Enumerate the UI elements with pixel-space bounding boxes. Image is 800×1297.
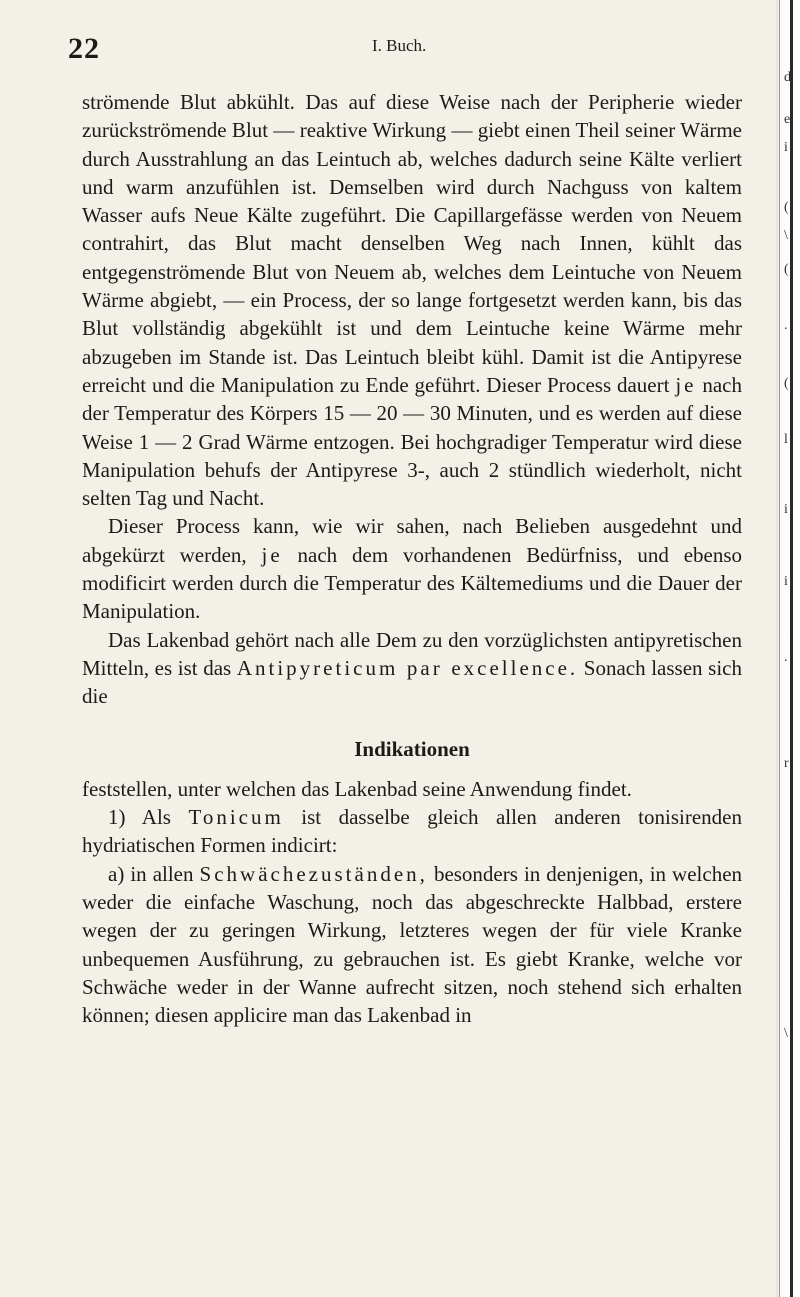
paragraph-4: feststellen, unter welchen das Lakenbad seine Anwendung findet. bbox=[82, 776, 632, 801]
margin-glyph: . bbox=[784, 318, 788, 333]
margin-glyph: i bbox=[784, 140, 788, 155]
margin-glyph: ( bbox=[784, 262, 789, 277]
running-head: I. Buch. bbox=[372, 36, 427, 55]
margin-glyph: i bbox=[784, 502, 788, 517]
margin-glyph: d bbox=[784, 70, 791, 85]
margin-glyph: \ bbox=[784, 228, 788, 243]
page-number: 22 bbox=[68, 32, 100, 65]
margin-glyph: . bbox=[784, 650, 788, 665]
margin-glyph: ( bbox=[784, 376, 789, 391]
paragraph-6: a) in allen Schwächezuständen, besonders in denjenigen, in welchen weder die einfache Waschung, noch das abgeschreckte Halbbad, erstere wegen der zu geringen Wirkung, letzteres wegen der für viele Kranke unbequemen Ausführung, zu gebrauchen ist. Es giebt Kranke, welche vor Schwäche weder in der Wanne aufrecht sitzen, noch stehend sich erhalten können; diesen applicire man das Lakenbad in bbox=[82, 861, 743, 1028]
paragraph-5: 1) Als Tonicum ist dasselbe gleich allen anderen tonisirenden hydriatischen Formen indicirt: bbox=[82, 805, 742, 858]
paragraph-3: Das Lakenbad gehört nach alle Dem zu den vorzüglichsten antipyretischen Mitteln, es ist das Antipyreticum par excellence. Sonach lassen sich die bbox=[82, 627, 742, 709]
margin-glyph: r bbox=[784, 756, 789, 771]
section-heading: Indikationen bbox=[354, 736, 470, 761]
margin-glyph: \ bbox=[784, 1026, 788, 1041]
page-gutter-line bbox=[779, 0, 780, 1297]
margin-glyph: l bbox=[784, 432, 788, 447]
paragraph-1: strömende Blut abkühlt. Das auf diese Weise nach der Peripherie wieder zurückströmende Blut — reaktive Wirkung — giebt einen Theil seiner Wärme durch Ausstrahlung an das Leintuch ab, welches dadurch seine Kälte verliert und warm anzufühlen ist. Demselben wird durch Nachguss von kaltem Wasser aufs Neue Kälte zugeführt. Die Capillargefässe werden von Neuem contrahirt, das Blut macht denselben Weg nach Innen, kühlt das entgegenströmende Blut von Neuem ab, welches dem Leintuche von Neuem Wärme abgiebt, — ein Process, der so lange fortgesetzt werden kann, bis das Blut vollständig abgekühlt ist und dem Leintuche keine Wärme mehr abzugeben im Stande ist. Das Leintuch bleibt kühl. Damit ist die Antipyrese erreicht und die Manipulation zu Ende geführt. Dieser Process dauert je nach der Temperatur des Körpers 15 — 20 — 30 Minuten, und es werden auf diese Weise 1 — 2 Grad Wärme entzogen. Bei hochgradiger Temperatur wird diese Manipulation behufs der Antipyrese 3-, auch 2 stündlich wiederholt, nicht selten Tag und Nacht. bbox=[82, 90, 742, 511]
margin-glyph: ( bbox=[784, 200, 789, 215]
margin-glyph: e bbox=[784, 112, 791, 127]
page-border-line bbox=[790, 0, 793, 1297]
paragraph-2: Dieser Process kann, wie wir sahen, nach Belieben ausgedehnt und abgekürzt werden, je nach dem vorhandenen Bedürfniss, und ebenso modificirt werden durch die Temperatur des Kältemediums und die Dauer der Manipulation. bbox=[82, 514, 743, 624]
body-text bbox=[82, 88, 742, 1030]
margin-glyph: i bbox=[784, 574, 788, 589]
